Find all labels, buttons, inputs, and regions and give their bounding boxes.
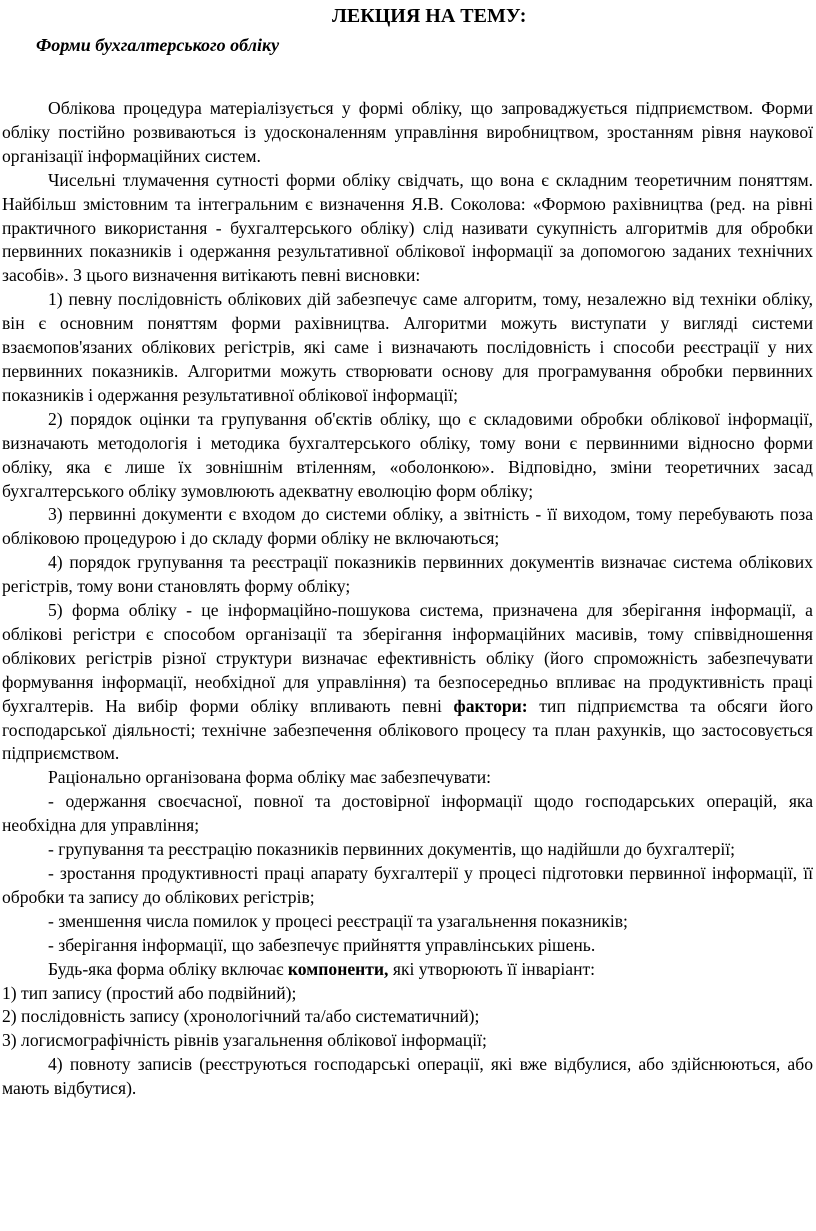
- component-item-2: 2) послідовність запису (хронологічний та/або систематичний);: [2, 1006, 480, 1027]
- components-text-end: які утворюють її інваріант:: [388, 958, 596, 979]
- conclusion-item-2: 2) порядок оцінки та групування об'єктів обліку, що є складовими обробки облікової інформації, визначають методологія і методика бухгалтерського обліку, тому вони є первинними відносно форми обліку, яка є лише їх зовнішнім втіленням, «оболонкою». Відповідно, зміни теоретичних засад бухгалтерського обліку зумовлюють адекватну еволюцію форм обліку;: [2, 408, 813, 501]
- paragraph-intro: Облікова процедура матеріалізується у формі обліку, що запроваджується підприємством. Форми обліку постійно розвиваються із удосконаленням управління виробництвом, зростанням рівня наукової організації інформаційних систем.: [2, 98, 813, 166]
- conclusion-item-5-text-end: тип підприємства та обсяги його господарської діяльності; технічне забезпечення облікового процесу та план рахунків, що застосовується підприємством.: [2, 695, 813, 764]
- conclusion-item-1: 1) певну послідовність облікових дій забезпечує саме алгоритм, тому, незалежно від техніки обліку, він є основним поняттям форми рахівництва. Алгоритми можуть виступати у вигляді системи взаємопов'язаних облікових регістрів, які саме і визначають послідовність і способи реєстрації у них первинних показників. Алгоритми можуть створювати основу для програмування обробки первинних показників і одержання результативної облікової інформації;: [2, 289, 813, 405]
- requirement-item-1: - одержання своєчасної, повної та достовірної інформації щодо господарських операцій, яка необхідна для управління;: [2, 791, 813, 836]
- paragraph-definition: Чисельні тлумачення сутності форми обліку свідчать, що вона є складним теоретичним поняттям. Найбільш змістовним та інтегральним є визначення Я.В. Соколова: «Формою рахівництва (ред. на рівні практичного використання - бухгалтерського обліку) слід називати сукупність алгоритмів для обробки первинних показників і одержання результативної облікової інформації за допомогою заданих технічних засобів». З цього визначення витікають певні висновки:: [2, 169, 813, 286]
- page-title: ЛЕКЦИЯ НА ТЕМУ:: [332, 5, 527, 27]
- requirement-item-5: - зберігання інформації, що забезпечує прийняття управлінських рішень.: [48, 934, 596, 955]
- components-keyword: компоненти,: [287, 958, 389, 979]
- factors-keyword: фактори:: [453, 695, 528, 716]
- component-item-3: 3) логисмографічність рівнів узагальнення облікової інформації;: [2, 1030, 487, 1051]
- components-text: Будь-яка форма обліку включає: [48, 958, 288, 979]
- component-item-1: 1) тип запису (простий або подвійний);: [2, 982, 297, 1003]
- document-body: [2, 97, 813, 1101]
- paragraph-components: [2, 958, 813, 982]
- conclusion-item-4: 4) порядок групування та реєстрації показників первинних документів визначає система облікових регістрів, тому вони становлять форму обліку;: [2, 552, 813, 597]
- paragraph-requirements: Раціонально організована форма обліку має забезпечувати:: [48, 767, 492, 788]
- component-item-4: 4) повноту записів (реєструються господарські операції, які вже відбулися, або здійснюються, або мають відбутися).: [2, 1054, 813, 1099]
- requirement-item-2: - групування та реєстрацію показників первинних документів, що надійшли до бухгалтерії;: [48, 839, 736, 860]
- requirement-item-4: - зменшення числа помилок у процесі реєстрації та узагальнення показників;: [48, 910, 628, 931]
- page-subtitle: Форми бухгалтерського обліку: [36, 35, 280, 55]
- requirement-item-3: - зростання продуктивності праці апарату бухгалтерії у процесі підготовки первинної інформації, її обробки та запису до облікових регістрів;: [2, 863, 813, 907]
- conclusion-item-5: [2, 599, 813, 766]
- conclusion-item-5-text: 5) форма обліку - це інформаційно-пошукова система, призначена для зберігання інформації, а облікові регістри є способом організації та зберігання інформаційних масивів, тому співвідношення облікових регістрів різної структури визначає ефективність обліку (його спроможність забезпечувати формування інформації, необхідної для управління) та безпосередньо впливає на продуктивність праці бухгалтерів. На вибір форми обліку впливають певні: [2, 600, 813, 716]
- conclusion-item-3: 3) первинні документи є входом до системи обліку, а звітність - її виходом, тому перебувають поза обліковою процедурою і до складу форми обліку не включаються;: [2, 504, 813, 549]
